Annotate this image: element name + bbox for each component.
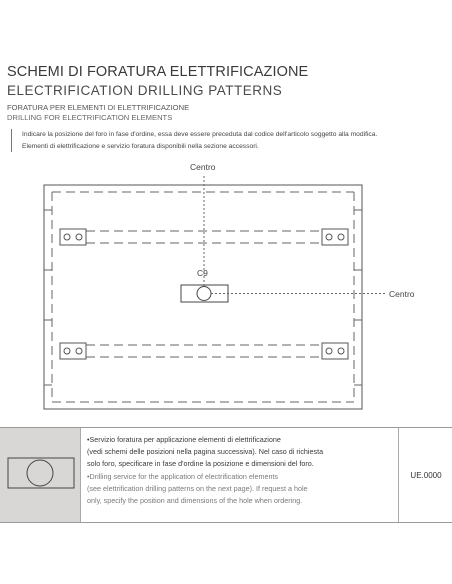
section-subtitle: FORATURA PER ELEMENTI DI ELETTRIFICAZIONE (7, 103, 190, 112)
leg-bracket-top-right (322, 229, 348, 245)
page-title: SCHEMI DI FORATURA ELETTRIFICAZIONE (7, 64, 309, 80)
desc-line-en: (see elettrification drilling patterns on the next page). If request a hole (87, 483, 308, 493)
leg-bracket-bottom-right (322, 343, 348, 359)
leg-bracket-top-left (60, 229, 86, 245)
desc-line-en: only, specify the position and dimensions of the hole when ordering. (87, 496, 303, 506)
product-code: UE.0000 (410, 470, 442, 480)
desc-line-it: solo foro, specificare in fase d'ordine la posizione e dimensioni del foro. (87, 459, 314, 469)
page-title-en: ELECTRIFICATION DRILLING PATTERNS (7, 83, 283, 98)
table-top-outline (44, 185, 362, 409)
hole-icon (0, 428, 80, 522)
service-description (81, 428, 399, 522)
desc-line-en: •Drilling service for the application of electrification elements (87, 471, 279, 481)
note-line: Indicare la posizione del foro in fase d'ordine, essa deve essere preceduta dal codice dell'articolo soggetto alla modifica. (22, 131, 378, 138)
center-label-right: Centro (389, 289, 415, 299)
section-subtitle-en: DRILLING FOR ELECTRIFICATION ELEMENTS (7, 113, 173, 122)
hole-label: C9 (197, 268, 208, 278)
service-table (0, 427, 452, 523)
service-icon-cell (0, 428, 81, 522)
center-hole (197, 287, 211, 301)
desc-line-it: (vedi schemi delle posizioni nella pagina successiva). Nel caso di richiesta (87, 447, 324, 457)
leg-bracket-bottom-left (60, 343, 86, 359)
center-label-top: Centro (190, 162, 216, 172)
desc-line-it: •Servizio foratura per applicazione elementi di elettrificazione (87, 435, 281, 444)
note-line: Elementi di elettrificazione e servizio foratura disponibili nella sezione accessori. (22, 142, 259, 150)
